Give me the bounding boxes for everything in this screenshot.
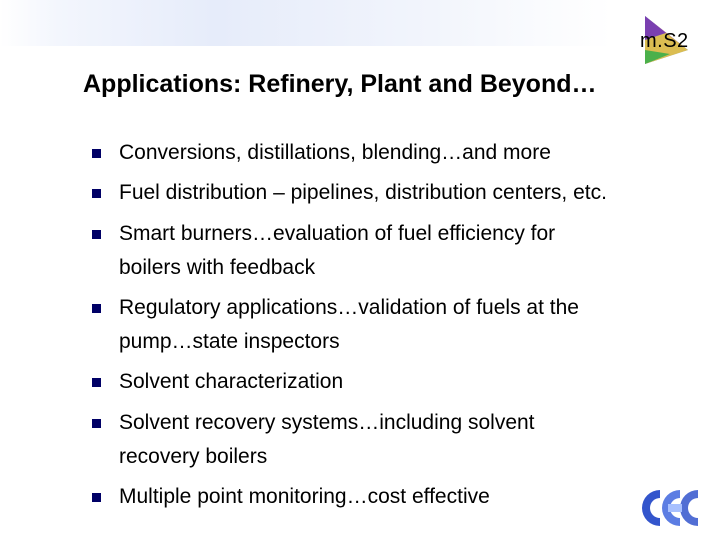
bullet-line: Solvent characterization [119, 370, 344, 393]
bullet-text [119, 480, 699, 514]
header-band [0, 0, 720, 46]
bullet-text [119, 406, 699, 474]
bullet-line: Multiple point monitoring…cost effective [119, 485, 490, 508]
bullet-text [119, 176, 699, 210]
bullet-square-icon [92, 378, 101, 387]
bullet-text [119, 291, 699, 359]
bullet-square-icon [92, 419, 101, 428]
bullet-text [119, 136, 699, 170]
bullet-text [119, 365, 699, 399]
bullet-square-icon [92, 493, 101, 502]
logo-text: m.S2 [640, 30, 689, 52]
ccc-logo-icon [640, 482, 704, 534]
bullet-line: recovery boilers [119, 445, 268, 468]
bullet-text [119, 217, 699, 285]
bullet-line: Regulatory applications…validation of fuels at the [119, 296, 579, 319]
bullet-square-icon [92, 189, 101, 198]
bullet-line: pump…state inspectors [119, 330, 340, 353]
bullet-line: Smart burners…evaluation of fuel efficiency for [119, 222, 556, 245]
bullet-line: Fuel distribution – pipelines, distribution centers, etc. [119, 181, 607, 204]
bullet-line: Solvent recovery systems…including solvent [119, 411, 535, 434]
bullet-square-icon [92, 304, 101, 313]
bullet-line: Conversions, distillations, blending…and more [119, 141, 551, 164]
bullet-square-icon [92, 149, 101, 158]
bullet-square-icon [92, 230, 101, 239]
bullet-line: boilers with feedback [119, 256, 316, 279]
slide-title: Applications: Refinery, Plant and Beyond… [83, 70, 597, 98]
